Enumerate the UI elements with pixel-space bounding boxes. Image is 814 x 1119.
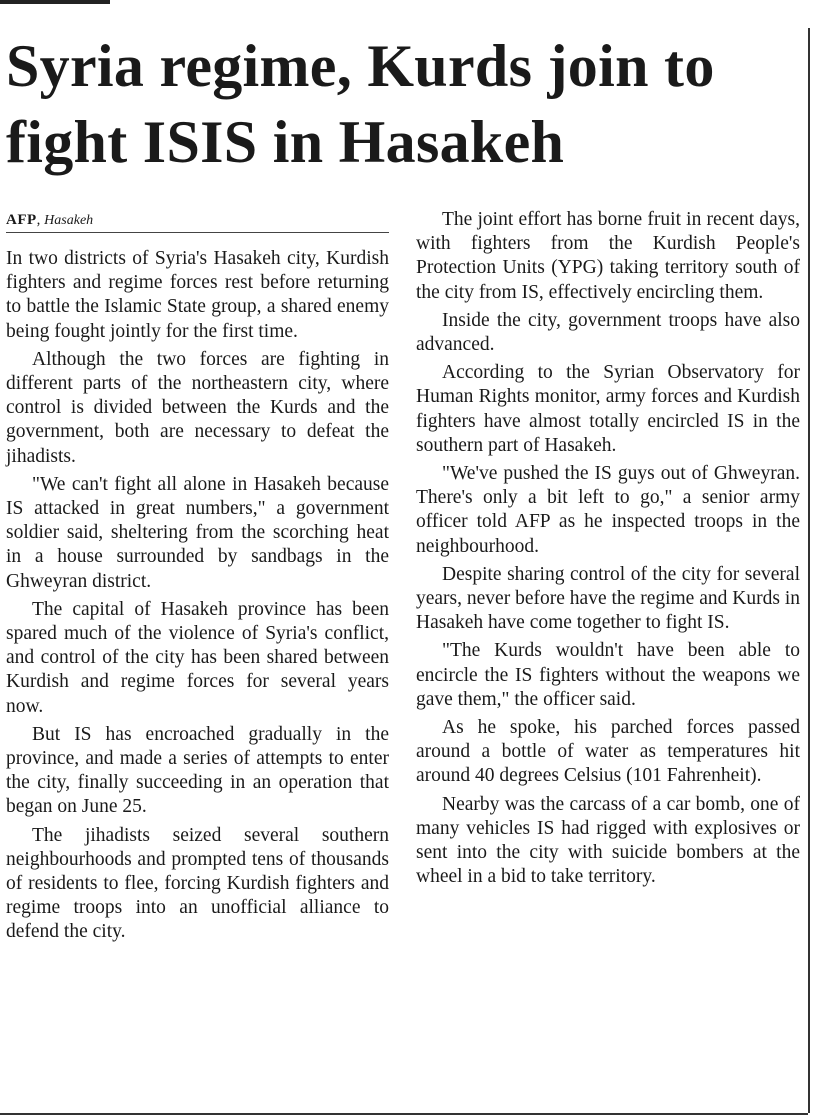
- paragraph: Despite sharing control of the city for several years, never before have the regime and Kurds in Hasakeh have come together to fight IS.: [416, 563, 800, 634]
- paragraph: The capital of Hasakeh province has been spared much of the violence of Syria's conflict, and control of the city has been shared between Kurdish and regime forces for several years now.: [6, 598, 389, 717]
- right-column: [416, 208, 800, 893]
- headline: Syria regime, Kurds join to fight ISIS in Hasakeh: [6, 33, 715, 175]
- paragraph: Although the two forces are fighting in different parts of the northeastern city, where control is divided between the Kurds and the government, both are necessary to defeat the jihadists.: [6, 348, 389, 467]
- paragraph: "We've pushed the IS guys out of Ghweyran. There's only a bit left to go," a senior army officer told AFP as he inspected troops in the neighbourhood.: [416, 463, 800, 557]
- paragraph: "We can't fight all alone in Hasakeh because IS attacked in great numbers," a government soldier said, sheltering from the scorching heat in a house surrounded by sandbags in the Ghweyran district.: [6, 473, 389, 592]
- byline-agency: AFP: [6, 212, 37, 228]
- paragraph: As he spoke, his parched forces passed around a bottle of water as temperatures hit around 40 degrees Celsius (101 Fahrenheit).: [416, 717, 800, 787]
- paragraph: The jihadists seized several southern neighbourhoods and prompted tens of thousands of residents to flee, forcing Kurdish fighters and regime troops into an unofficial alliance to defend the city.: [6, 824, 389, 943]
- bottom-rule: [0, 1113, 808, 1115]
- byline-location: Hasakeh: [44, 213, 94, 228]
- paragraph: Inside the city, government troops have also advanced.: [416, 309, 800, 356]
- top-rule: [0, 0, 110, 4]
- paragraph: The joint effort has borne fruit in recent days, with fighters from the Kurdish People's Protection Units (YPG) taking territory south of the city from IS, effectively encircling them.: [416, 209, 800, 303]
- paragraph: "The Kurds wouldn't have been able to encircle the IS fighters without the weapons we gave them," the officer said.: [416, 640, 800, 710]
- paragraph: According to the Syrian Observatory for Human Rights monitor, army forces and Kurdish fighters have almost totally encircled IS in the southern part of Hasakeh.: [416, 362, 800, 456]
- paragraph: Nearby was the carcass of a car bomb, one of many vehicles IS had rigged with explosives or sent into the city with suicide bombers at the wheel in a bid to take territory.: [416, 793, 800, 888]
- paragraph: But IS has encroached gradually in the province, and made a series of attempts to enter the city, finally succeeding in an operation that began on June 25.: [6, 723, 389, 818]
- paragraph: In two districts of Syria's Hasakeh city, Kurdish fighters and regime forces rest before returning to battle the Islamic State group, a shared enemy being fought jointly for the first time.: [6, 248, 389, 342]
- column-rule-right: [808, 28, 810, 1113]
- byline: AFP, Hasakeh: [6, 208, 389, 233]
- left-column: [6, 208, 389, 949]
